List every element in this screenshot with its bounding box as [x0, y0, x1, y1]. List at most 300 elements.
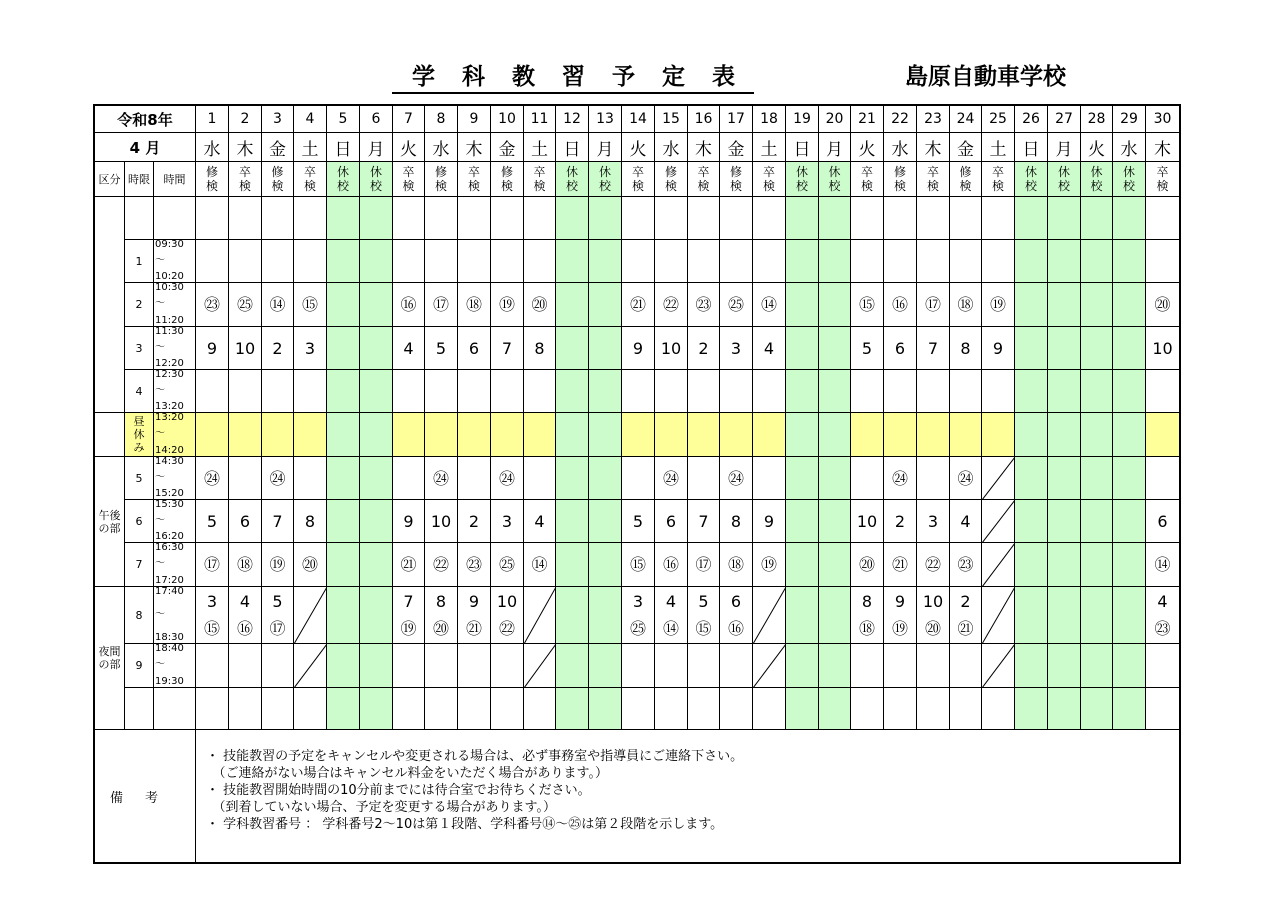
schedule-cell	[327, 457, 360, 500]
schedule-cell	[1113, 370, 1146, 413]
schedule-cell	[720, 413, 753, 457]
era-label: 令和8年	[95, 106, 196, 133]
schedule-cell	[491, 413, 524, 457]
schedule-cell	[360, 283, 393, 327]
schedule-cell	[1113, 644, 1146, 688]
schedule-cell	[196, 240, 229, 283]
section-night: 夜間 の部	[95, 587, 125, 730]
day-number: 2	[229, 106, 262, 133]
schedule-cell: ⑱	[720, 543, 753, 587]
day-number: 21	[851, 106, 884, 133]
schedule-cell: ㉔	[425, 457, 458, 500]
schedule-cell: ⑰	[425, 283, 458, 327]
day-number: 4	[294, 106, 327, 133]
period-time: 15:30 〜 16:20	[154, 500, 196, 543]
day-status: 卒 検	[917, 162, 950, 197]
day-number: 29	[1113, 106, 1146, 133]
schedule-cell: ⑱	[458, 283, 491, 327]
day-status: 休 校	[1081, 162, 1113, 197]
schedule-cell: 10	[1146, 327, 1179, 370]
schedule-cell	[884, 688, 917, 730]
schedule-cell: 4	[524, 500, 556, 543]
schedule-cell	[917, 644, 950, 688]
schedule-cell	[491, 688, 524, 730]
schedule-cell	[982, 688, 1015, 730]
schedule-cell	[327, 688, 360, 730]
schedule-cell	[982, 587, 1015, 644]
schedule-cell	[556, 240, 589, 283]
month-label: 4 月	[95, 133, 196, 162]
schedule-cell: ⑯	[884, 283, 917, 327]
remarks-label: 備考	[95, 730, 196, 862]
schedule-cell	[982, 543, 1015, 587]
schedule-cell: ㉒	[425, 543, 458, 587]
schedule-cell: ⑳	[524, 283, 556, 327]
period-time: 17:40 〜 18:30	[154, 587, 196, 644]
schedule-cell	[819, 370, 851, 413]
schedule-cell	[622, 457, 655, 500]
schedule-cell	[327, 543, 360, 587]
day-number: 6	[360, 106, 393, 133]
schedule-cell	[589, 543, 622, 587]
schedule-cell: 7	[917, 327, 950, 370]
period-number: 2	[125, 283, 154, 327]
schedule-cell	[360, 370, 393, 413]
schedule-cell	[950, 197, 982, 240]
schedule-cell	[753, 197, 786, 240]
schedule-cell	[1048, 240, 1081, 283]
schedule-cell: 6	[1146, 500, 1179, 543]
schedule-cell	[1081, 327, 1113, 370]
schedule-cell	[589, 197, 622, 240]
schedule-cell	[524, 688, 556, 730]
day-of-week: 木	[458, 133, 491, 162]
schedule-cell: 3	[294, 327, 327, 370]
schedule-cell: 6	[884, 327, 917, 370]
schedule-cell	[327, 500, 360, 543]
day-of-week: 水	[1113, 133, 1146, 162]
schedule-cell	[589, 327, 622, 370]
schedule-cell	[425, 644, 458, 688]
day-number: 27	[1048, 106, 1081, 133]
schedule-cell	[819, 688, 851, 730]
schedule-cell	[1113, 283, 1146, 327]
schedule-cell	[1048, 327, 1081, 370]
day-status: 卒 検	[1146, 162, 1179, 197]
schedule-cell: ㉓	[950, 543, 982, 587]
schedule-cell	[425, 688, 458, 730]
day-of-week: 木	[688, 133, 720, 162]
schedule-cell: ㉕	[229, 283, 262, 327]
schedule-cell	[360, 197, 393, 240]
schedule-cell	[556, 543, 589, 587]
schedule-cell	[327, 413, 360, 457]
schedule-cell	[622, 370, 655, 413]
day-status: 休 校	[360, 162, 393, 197]
schedule-cell	[524, 413, 556, 457]
day-of-week: 日	[327, 133, 360, 162]
schedule-cell	[917, 197, 950, 240]
schedule-cell	[982, 644, 1015, 688]
schedule-cell: 10	[425, 500, 458, 543]
schedule-cell	[982, 240, 1015, 283]
schedule-cell	[1081, 283, 1113, 327]
schedule-cell	[360, 413, 393, 457]
day-status: 修 検	[425, 162, 458, 197]
day-status: 卒 検	[524, 162, 556, 197]
schedule-cell: ㉑	[622, 283, 655, 327]
schedule-cell	[982, 457, 1015, 500]
schedule-cell: ⑰	[196, 543, 229, 587]
school-name: 島原自動車学校	[905, 64, 1066, 90]
day-number: 5	[327, 106, 360, 133]
schedule-cell	[589, 587, 622, 644]
schedule-cell	[262, 688, 294, 730]
schedule-cell	[819, 283, 851, 327]
schedule-cell	[917, 413, 950, 457]
schedule-cell: 3 ⑮	[196, 587, 229, 644]
schedule-cell	[1015, 240, 1048, 283]
schedule-cell	[229, 688, 262, 730]
schedule-cell	[786, 543, 819, 587]
schedule-cell	[491, 240, 524, 283]
schedule-cell	[1048, 457, 1081, 500]
schedule-cell	[819, 240, 851, 283]
schedule-cell	[1048, 543, 1081, 587]
schedule-cell	[622, 688, 655, 730]
schedule-cell	[819, 500, 851, 543]
day-status: 修 検	[262, 162, 294, 197]
schedule-cell	[524, 644, 556, 688]
day-number: 3	[262, 106, 294, 133]
schedule-cell: ㉑	[884, 543, 917, 587]
schedule-cell: ㉒	[917, 543, 950, 587]
schedule-cell	[884, 370, 917, 413]
day-status: 卒 検	[851, 162, 884, 197]
schedule-cell	[327, 240, 360, 283]
schedule-cell	[1015, 283, 1048, 327]
schedule-cell	[524, 240, 556, 283]
schedule-cell: 10	[229, 327, 262, 370]
schedule-cell: 4	[950, 500, 982, 543]
schedule-cell: ⑲	[491, 283, 524, 327]
period-number: 8	[125, 587, 154, 644]
schedule-cell: 7	[491, 327, 524, 370]
schedule-cell: ⑮	[622, 543, 655, 587]
day-status: 卒 検	[458, 162, 491, 197]
schedule-cell: 8 ⑳	[425, 587, 458, 644]
schedule-cell: 9	[393, 500, 425, 543]
schedule-cell: 4 ⑯	[229, 587, 262, 644]
schedule-cell	[1081, 240, 1113, 283]
schedule-cell: 6 ⑯	[720, 587, 753, 644]
schedule-cell	[1048, 370, 1081, 413]
schedule-cell: ㉔	[884, 457, 917, 500]
day-status: 卒 検	[229, 162, 262, 197]
day-status: 休 校	[786, 162, 819, 197]
schedule-cell: 9	[753, 500, 786, 543]
schedule-cell	[556, 587, 589, 644]
schedule-cell: ⑳	[1146, 283, 1179, 327]
schedule-cell	[556, 688, 589, 730]
schedule-cell	[1015, 688, 1048, 730]
schedule-cell	[229, 457, 262, 500]
schedule-cell	[786, 197, 819, 240]
day-number: 24	[950, 106, 982, 133]
schedule-cell: ⑲	[753, 543, 786, 587]
day-of-week: 土	[982, 133, 1015, 162]
schedule-cell	[524, 197, 556, 240]
schedule-cell: 2 ㉑	[950, 587, 982, 644]
schedule-cell: ⑮	[851, 283, 884, 327]
schedule-cell	[720, 688, 753, 730]
schedule-cell	[327, 644, 360, 688]
schedule-cell	[688, 457, 720, 500]
schedule-cell: ⑭	[262, 283, 294, 327]
schedule-cell	[851, 688, 884, 730]
day-number: 17	[720, 106, 753, 133]
schedule-cell	[1048, 283, 1081, 327]
day-status: 卒 検	[393, 162, 425, 197]
schedule-cell	[851, 457, 884, 500]
schedule-cell	[851, 370, 884, 413]
period-number: 5	[125, 457, 154, 500]
schedule-cell	[229, 240, 262, 283]
period-time: 16:30 〜 17:20	[154, 543, 196, 587]
schedule-cell	[950, 240, 982, 283]
schedule-cell	[1081, 413, 1113, 457]
schedule-cell	[1113, 197, 1146, 240]
period-number	[125, 197, 154, 240]
schedule-cell: ⑭	[753, 283, 786, 327]
schedule-cell: 9 ㉑	[458, 587, 491, 644]
schedule-cell: ㉔	[655, 457, 688, 500]
schedule-cell	[982, 370, 1015, 413]
schedule-cell: 8	[524, 327, 556, 370]
schedule-cell	[753, 240, 786, 283]
day-of-week: 木	[917, 133, 950, 162]
day-number: 8	[425, 106, 458, 133]
schedule-cell	[1081, 197, 1113, 240]
schedule-cell	[262, 413, 294, 457]
day-of-week: 水	[884, 133, 917, 162]
day-of-week: 土	[524, 133, 556, 162]
schedule-cell	[1015, 327, 1048, 370]
period-number: 9	[125, 644, 154, 688]
page-title: 学科教習予定表	[392, 62, 754, 94]
period-time	[154, 197, 196, 240]
schedule-cell: ⑯	[393, 283, 425, 327]
schedule-cell	[786, 240, 819, 283]
day-number: 1	[196, 106, 229, 133]
schedule-cell	[1048, 197, 1081, 240]
schedule-cell	[688, 370, 720, 413]
schedule-cell: 2	[262, 327, 294, 370]
day-of-week: 火	[393, 133, 425, 162]
schedule-cell	[1048, 413, 1081, 457]
day-of-week: 月	[1048, 133, 1081, 162]
day-status: 休 校	[1113, 162, 1146, 197]
day-of-week: 金	[950, 133, 982, 162]
schedule-cell	[294, 457, 327, 500]
schedule-cell	[786, 587, 819, 644]
schedule-cell	[229, 413, 262, 457]
day-number: 18	[753, 106, 786, 133]
schedule-cell	[950, 413, 982, 457]
schedule-cell: ㉔	[950, 457, 982, 500]
schedule-cell	[294, 644, 327, 688]
schedule-cell	[196, 688, 229, 730]
schedule-cell	[458, 644, 491, 688]
schedule-cell	[425, 370, 458, 413]
schedule-cell	[425, 240, 458, 283]
schedule-cell	[458, 370, 491, 413]
schedule-cell	[1081, 370, 1113, 413]
period-time	[154, 688, 196, 730]
schedule-cell	[819, 587, 851, 644]
period-time: 13:20 〜 14:20	[154, 413, 196, 457]
schedule-cell	[556, 644, 589, 688]
schedule-cell	[524, 370, 556, 413]
period-time: 09:30 〜 10:20	[154, 240, 196, 283]
schedule-cell	[196, 644, 229, 688]
schedule-cell	[720, 644, 753, 688]
schedule-cell: 3	[720, 327, 753, 370]
schedule-cell	[1146, 413, 1179, 457]
schedule-cell	[950, 688, 982, 730]
schedule-cell: ⑭	[524, 543, 556, 587]
schedule-cell: 9	[196, 327, 229, 370]
schedule-cell: ㉕	[720, 283, 753, 327]
schedule-cell	[819, 413, 851, 457]
schedule-cell: 9	[982, 327, 1015, 370]
period-time: 12:30 〜 13:20	[154, 370, 196, 413]
schedule-cell	[786, 500, 819, 543]
day-number: 15	[655, 106, 688, 133]
schedule-cell: ㉑	[393, 543, 425, 587]
schedule-cell	[360, 240, 393, 283]
schedule-cell	[327, 283, 360, 327]
schedule-cell: 5	[851, 327, 884, 370]
schedule-cell	[491, 644, 524, 688]
schedule-cell: 6	[458, 327, 491, 370]
schedule-cell	[753, 644, 786, 688]
schedule-cell: ⑲	[982, 283, 1015, 327]
schedule-cell	[786, 370, 819, 413]
schedule-cell: 5 ⑰	[262, 587, 294, 644]
schedule-cell	[327, 370, 360, 413]
day-of-week: 土	[753, 133, 786, 162]
schedule-cell	[655, 240, 688, 283]
section-header: 区分	[95, 162, 125, 197]
schedule-cell	[360, 644, 393, 688]
schedule-cell	[851, 197, 884, 240]
schedule-cell	[1146, 240, 1179, 283]
schedule-cell: 8	[720, 500, 753, 543]
schedule-cell	[655, 688, 688, 730]
schedule-cell	[753, 587, 786, 644]
day-of-week: 水	[196, 133, 229, 162]
schedule-cell	[294, 197, 327, 240]
schedule-cell	[1015, 197, 1048, 240]
schedule-cell	[982, 500, 1015, 543]
schedule-cell: ㉔	[196, 457, 229, 500]
period-time: 11:30 〜 12:20	[154, 327, 196, 370]
schedule-cell	[556, 327, 589, 370]
schedule-cell	[556, 283, 589, 327]
schedule-cell: ⑱	[950, 283, 982, 327]
remark-line: ・ 学科教習番号 ： 学科番号2～10は第１段階、学科番号⑭～㉕は第２段階を示します。	[206, 817, 724, 832]
day-status: 修 検	[884, 162, 917, 197]
day-number: 19	[786, 106, 819, 133]
schedule-cell	[1015, 413, 1048, 457]
schedule-cell	[1113, 500, 1146, 543]
schedule-cell: 7	[262, 500, 294, 543]
period-time: 18:40 〜 19:30	[154, 644, 196, 688]
day-number: 13	[589, 106, 622, 133]
schedule-cell	[1081, 500, 1113, 543]
schedule-cell	[1113, 413, 1146, 457]
schedule-cell	[556, 413, 589, 457]
schedule-cell: ⑰	[688, 543, 720, 587]
remarks-notes	[196, 730, 1179, 862]
schedule-cell	[1081, 644, 1113, 688]
schedule-cell	[1081, 688, 1113, 730]
day-status: 休 校	[1015, 162, 1048, 197]
schedule-cell	[851, 240, 884, 283]
schedule-cell: 2	[458, 500, 491, 543]
schedule-cell	[229, 197, 262, 240]
period-header: 時限	[125, 162, 154, 197]
schedule-cell	[1146, 688, 1179, 730]
schedule-cell	[884, 197, 917, 240]
schedule-cell: 4 ㉓	[1146, 587, 1179, 644]
day-status: 修 検	[196, 162, 229, 197]
schedule-cell	[917, 240, 950, 283]
schedule-cell: 6	[229, 500, 262, 543]
day-number: 23	[917, 106, 950, 133]
schedule-cell	[753, 370, 786, 413]
schedule-cell: 8	[294, 500, 327, 543]
schedule-cell	[819, 543, 851, 587]
schedule-cell	[262, 197, 294, 240]
schedule-cell	[622, 413, 655, 457]
schedule-cell	[622, 644, 655, 688]
schedule-cell	[819, 197, 851, 240]
schedule-cell	[589, 688, 622, 730]
period-time: 14:30 〜 15:20	[154, 457, 196, 500]
day-of-week: 水	[655, 133, 688, 162]
day-of-week: 金	[262, 133, 294, 162]
schedule-cell	[294, 587, 327, 644]
schedule-cell: ⑲	[262, 543, 294, 587]
schedule-cell	[393, 240, 425, 283]
schedule-cell: 3 ㉕	[622, 587, 655, 644]
schedule-cell	[589, 413, 622, 457]
schedule-cell	[884, 413, 917, 457]
day-status: 卒 検	[982, 162, 1015, 197]
schedule-cell: 7	[688, 500, 720, 543]
schedule-cell	[786, 413, 819, 457]
schedule-cell: 9 ⑲	[884, 587, 917, 644]
schedule-cell	[589, 500, 622, 543]
schedule-cell: 8	[950, 327, 982, 370]
day-number: 14	[622, 106, 655, 133]
schedule-cell: ⑳	[294, 543, 327, 587]
schedule-cell	[655, 197, 688, 240]
schedule-cell	[655, 370, 688, 413]
schedule-cell	[360, 500, 393, 543]
